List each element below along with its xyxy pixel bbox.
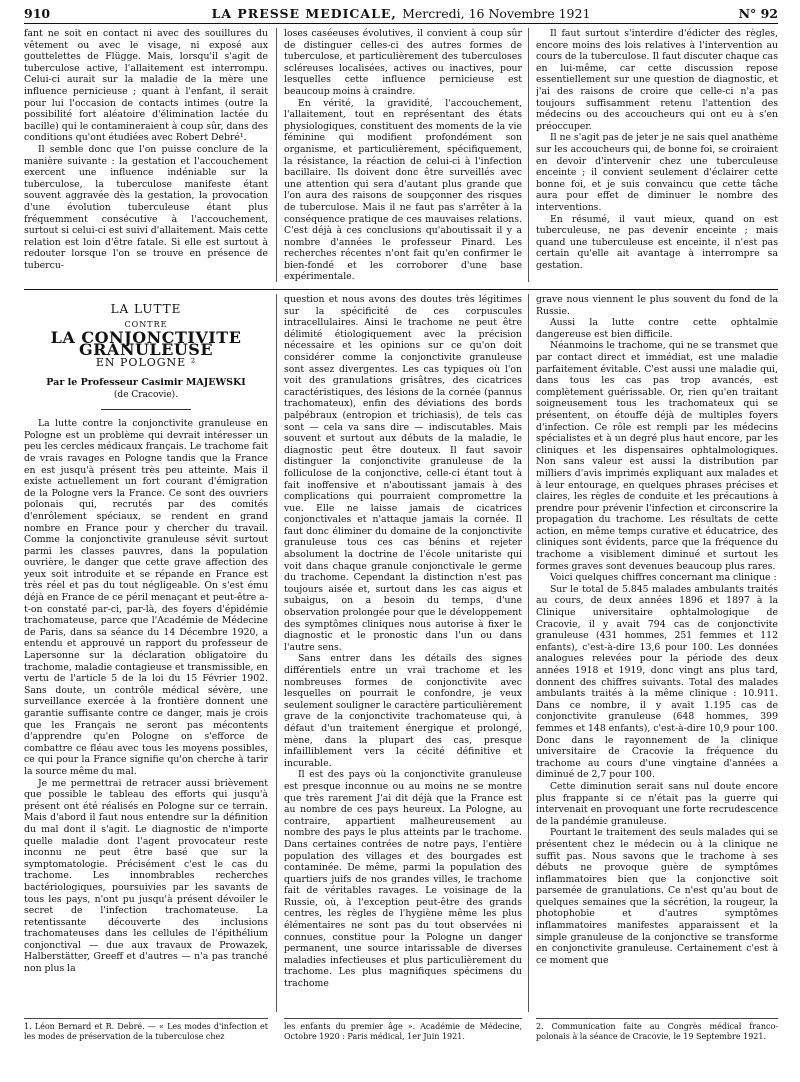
- section-rule: [24, 289, 778, 290]
- paragraph: En vérité, la gravidité, l'accouchement, l'allaitement, tout en représentant des états physiologiques, constituent des moments de la vie féminine qui modifient profondément son organisme, et particulièrement, spécifiquement, la résistance, la réaction de celui-ci à l'infection bacillaire. Ils doivent donc être surveillés avec une attention qui sera d'autant plus grande que l'on aura des raisons de soupçonner des risques de tuberculose. Mais il ne faut pas s'arrêter à la conséquence pratique de ces mauvaises relations. C'est déjà à ces conclusions qu'aboutissait il y a nombre d'années le professeur Pinard. Les recherches récentes n'ont fait qu'en confirmer le bien-fondé et les corroborer d'une base expérimentale.: [284, 97, 522, 283]
- paragraph: question et nous avons des doutes très légitimes sur la spécificité de ces corpuscules intracellulaires. Ainsi le trachome ne peut être délimité étiologiquement avec la précision nécessaire et les opinions sur ce qu'on doit considérer comme la conjonctivite granuleuse sont assez divergentes. Les cas typiques où l'on voit des granulations grisâtres, des cicatrices caractéristiques, des lésions de la cornée (pannus trachomateux), enfin des déviations des bords palpébraux (entropion et trichiasis), de tels cas sont — cela va sans dire — indiscutables. Mais souvent et surtout aux débuts de la maladie, le diagnostic peut être douteux. Il faut savoir distinguer la conjonctivite granuleuse de la folliculose de la conjonctive, celle-ci étant tout à fait inoffensive et n'aboutissant jamais à des complications qui pourraient compromettre la vue. Elle ne laisse jamais de cicatrices conjonctivales et n'attaque jamais la cornée. Il faut donc éliminer du domaine de la conjonctivite granuleuse tous ces cas bénins et rejeter absolument la doctrine de l'école unitariste qui voit dans chaque granule conjonctivale le germe du trachome. Cependant la distinction n'est pas toujours aisée et, surtout dans les cas aigus et subaigus, on a besoin du temps, d'une observation prolongée pour que le développement des symptômes cliniques nous autorise à fixer le diagnostic et le pronostic dans l'un ou dans l'autre sens.: [284, 294, 522, 653]
- paragraph: loses caséeuses évolutives, il convient à coup sûr de distinguer celles-ci des autres formes de tuberculose, et particulièrement des tuberculoses scléreuses localisées, actives ou inactives, pour lesquelles cette influence pernicieuse est beaucoup moins à craindre.: [284, 28, 522, 97]
- running-header: [24, 6, 778, 22]
- paragraph: Voici quelques chiffres concernant ma clinique :: [549, 572, 777, 584]
- article-heading: [24, 304, 268, 410]
- paragraph: grave nous viennent le plus souvent du fond de la Russie.: [536, 294, 778, 317]
- footnote-rule: [536, 1018, 778, 1019]
- journal-line: [24, 6, 778, 21]
- column-divider: [276, 294, 277, 1012]
- paragraph: La lutte contre la conjonctivite granuleuse en Pologne est un problème qui devrait intéresser un peu les cercles médicaux français. Le trachome fait de vrais ravages en Pologne tandis que la France en est jusqu'à présent très peu atteinte. Mais il existe actuellement un fort courant d'émigration de la Pologne vers la France. Ce sont des ouvriers polonais qui, recrutés par des comités d'enrôlement spéciaux, se rendent en grand nombre en France pour y chercher du travail. Comme la conjonctivite granuleuse sévit surtout parmi les classes pauvres, dans la population ouvrière, le danger que cette grave affection des yeux soit introduite et se répande en France est très réel et pas du tout négligeable. On s'est ému déjà en France de ce péril menaçant et peut-être a-t-on constaté par-ci, par-là, des foyers d'épidémie trachomateuse, parce que l'Académie de Médecine de Paris, dans sa séance du 14 Décembre 1920, a entendu et approuvé un rapport du professeur de Lapersonne sur la déclaration obligatoire du trachome, maladie contagieuse et transmissible, en vertu de l'article 5 de la loi du 15 Février 1902. Sans doute, un contrôle médical sévère, une surveillance exercée à la frontière donnent une garantie suffisante contre ce danger, mais je crois que les Français ne seront pas mécontents d'apprendre qu'en Pologne on s'efforce de combattre ce fléau avec tous les moyens possibles, ce qui pour la France signifie qu'on cherche à tarir la source même du mal.: [24, 418, 268, 777]
- article-byline: Par le Professeur Casimir MAJEWSKI: [46, 376, 246, 388]
- issue-number: N° 92: [738, 6, 778, 21]
- top-column-3: [536, 28, 778, 284]
- footnote-1: 1. Léon Bernard et R. Debré. — « Les modes d'infection et les modes de préservation de la tuberculose chez: [24, 1022, 268, 1041]
- footnote-rule: [284, 1018, 522, 1019]
- page-number: 910: [24, 6, 51, 21]
- paragraph: Cette diminution serait sans nul doute encore plus frappante si ce n'était pas la guerre qui intervenait en provoquant une forte recrudescence de la pandémie granuleuse.: [536, 780, 778, 827]
- column-divider: [528, 28, 529, 282]
- paragraph: Pourtant le traitement des seuls malades qui se présentent chez le médecin ou à la clinique ne suffit pas. Nous savons que le trachome à ses débuts ne provoque guère de symptômes inflammatoires bien que la conjonctive soit parsemée de granulations. Ce n'est qu'au bout de quelques semaines que la sécrétion, la rougeur, la photophobie et d'autres symptômes inflammatoires manifestes apparaissent et la simple granuleuse de la conjonctive se transforme en conjonctivite granuleuse. Certainement c'est à ce moment que: [536, 827, 778, 966]
- article-title: LA CONJONCTIVITE GRANULEUSE: [50, 328, 242, 359]
- paragraph: En résumé, il vaut mieux, quand on est tuberculeuse, ne pas devenir enceinte ; mais quand une tuberculeuse est enceinte, il n'est pas certain qu'elle ait avantage à interrompre sa gestation.: [536, 213, 778, 271]
- column-divider: [276, 28, 277, 282]
- journal-name: LA PRESSE MEDICALE,: [211, 6, 397, 21]
- footnote-2: 2. Communication faite au Congrès médical franco-polonais à la séance de Cracovie, le 19 Septembre 1921.: [536, 1022, 778, 1041]
- top-column-1: [24, 28, 268, 284]
- paragraph: Sans entrer dans les détails des signes différentiels entre un vrai trachome et les nombreuses formes de conjonctivite avec lesquelles on pourrait le confondre, je veux seulement souligner le caractère particulièrement grave de la conjonctivite trachomateuse qui, à défaut d'un traitement énergique et prolongé, mène, dans la plupart des cas, presque infailliblement vers la cécité définitive et incurable.: [284, 653, 522, 769]
- article-contre: CONTRE: [124, 319, 168, 329]
- column-divider: [528, 294, 529, 1012]
- heading-separator: [101, 409, 191, 410]
- article-subtitle: EN POLOGNE ²: [95, 356, 197, 370]
- paragraph: Il faut surtout s'interdire d'édicter des règles, encore moins des lois relatives à l'intervention au cours de la tuberculose. Il faut discuter chaque cas en lui-même, car cette discussion repose essentiellement sur une question de diagnostic, et j'ai des raisons de croire que celle-ci n'a pas toujours suffisamment retenu l'attention des médecins ou des accoucheurs qui ont eu à s'en préoccuper.: [536, 28, 778, 132]
- footnote-rule: [24, 1018, 268, 1019]
- paragraph: Il est des pays où la conjonctivite granuleuse est presque inconnue ou au moins ne se montre que très rarement J'ai dit déjà que la France est au nombre de ces pays heureux. La Pologne, au contraire, appartient malheureusement au nombre des pays le plus atteints par le trachome. Dans certaines contrées de notre pays, l'entière population des villages et des bourgades est contaminée. De même, parmi la population des quartiers juifs de nos grandes villes, le trachome fait de véritables ravages. Le voisinage de la Russie, où, à l'exception peut-être des grands centres, les règles de l'hygiène même les plus élémentaires ne sont pas du tout observées ni connues, constitue pour la Pologne un danger permanent, une source intarissable de diverses maladies infectieuses et plus particulièrement du trachome. Les plus magnifiques spécimens du trachome: [284, 769, 522, 990]
- paragraph: Sur le total de 5.845 malades ambulants traités au cours, de deux années 1896 et 1897 à la Clinique universitaire ophtalmologique de Cracovie, il y avait 794 cas de conjonctivite granuleuse (431 hommes, 251 femmes et 112 enfants), c'est-à-dire 13,6 pour 100. Les données analogues relevées pour la période des deux années 1918 et 1919, donc vingt ans plus tard, donnent des chiffres suivants. Total des malades ambulants traités à la même clinique : 10.911. Dans ce nombre, il y avait 1.195 cas de conjonctivite granuleuse (648 hommes, 399 femmes et 148 enfants), c'est-à-dire 10,9 pour 100. Donc dans le rayonnement de la clinique universitaire de Cracovie la fréquence du trachome au cours d'une vingtaine d'années a diminué de 2,7 pour 100.: [536, 583, 778, 781]
- paragraph: Aussi la lutte contre cette ophtalmie dangereuse est bien difficile.: [536, 317, 778, 340]
- header-rule: [24, 23, 778, 24]
- footnote-1-continued: les enfants du premier âge ». Académie de Médecine, Octobre 1920 : Paris médical, 1er Juin 1921.: [284, 1022, 522, 1041]
- paragraph: Il ne s'agit pas de jeter je ne sais quel anathème sur les accoucheurs qui, de bonne foi, se croiraient en devoir d'intervenir chez une tuberculeuse enceinte ; il convient seulement d'éclairer cette bonne foi, et je suis convaincu que cette tâche aura pour effet de diminuer le nombre des interventions.: [536, 132, 778, 213]
- article-column-1: [24, 294, 268, 1014]
- article-column-3: [536, 294, 778, 1014]
- paragraph: fant ne soit en contact ni avec des souillures du vêtement ou avec le visage, ni exposé aux gouttelettes de Flügge. Mais, lorsqu'il s'agit de tuberculose active, l'allaitement est interrompu. Celui-ci aurait sur la maladie de la mère une influence pernicieuse ; quant à l'enfant, il serait pour lui l'occasion de contacts intimes (outre la possibilité fort aléatoire d'élimination lactée du bacille) qui le contamineraient à coup sûr, dans des conditions qu'ont étudiées avec Robert Debré¹.: [24, 28, 268, 144]
- article-affiliation: (de Cracovie).: [113, 389, 179, 400]
- paragraph: Néanmoins le trachome, qui ne se transmet que par contact direct et immédiat, est une maladie parfaitement évitable. C'est aussi une maladie qui, dans tous les cas pas trop avancés, est complètement guérissable. Or, rien qu'en traitant soigneusement tous les trachomateux qui se présentent, on étouffe déjà de multiples foyers d'infection. Ce rôle est rempli par les médecins spécialistes et à un degré plus haut encore, par les cliniques et les dispensaires ophtalmologiques. Non sans valeur est aussi la distribution par milliers d'avis imprimés expliquant aux malades et à leur entourage, en quelques phrases précises et claires, les règles de conduite et les précautions à prendre pour prévenir l'infection et circonscrire la propagation du trachome. Les résultats de cette action, en même temps curative et éducatrice, des cliniques sont évidents, parce que la fréquence du trachome a visiblement diminué et surtout les formes graves sont devenues beaucoup plus rares.: [536, 340, 778, 572]
- article-kicker: LA LUTTE: [110, 302, 182, 316]
- issue-date: Mercredi, 16 Novembre 1921: [402, 6, 591, 21]
- paragraph: Il semble donc que l'on puisse conclure de la manière suivante : la gestation et l'accouchement exercent une influence indéniable sur la tuberculose, la tuberculose manifeste étant souvent aggravée dès la gestation, la provocation d'une évolution tuberculeuse étant plus fréquemment consécutive à l'accouchement, surtout si celui-ci est suivi d'allaitement. Mais cette relation est loin d'être fatale. Si elle est surtout à redouter lorsque l'on se trouve en présence de tubercu-: [24, 143, 268, 271]
- paragraph: Je me permettrai de retracer aussi brièvement que possible le tableau des efforts qui jusqu'à présent ont été réalisés en Pologne sur ce terrain. Mais d'abord il faut nous entendre sur la définition du mal dont il s'agit. Le diagnostic de n'importe quelle maladie dont l'agent provocateur reste inconnu ne peut être basé que sur la symptomatologie. Précisément c'est le cas du trachome. Les innombrables recherches bactériologiques, poursuivies par les savants de tous les pays, n'ont pu jusqu'à présent dévoiler le secret de l'infection trachomateuse. La retentissante découverte des inclusions trachomateuses dans les cellules de l'épithélium conjonctival — due aux travaux de Prowazek, Halberstätter, Greeff et d'autres — n'a pas tranché non plus la: [24, 777, 268, 975]
- article-column-2: [284, 294, 522, 1014]
- top-column-2: [284, 28, 522, 284]
